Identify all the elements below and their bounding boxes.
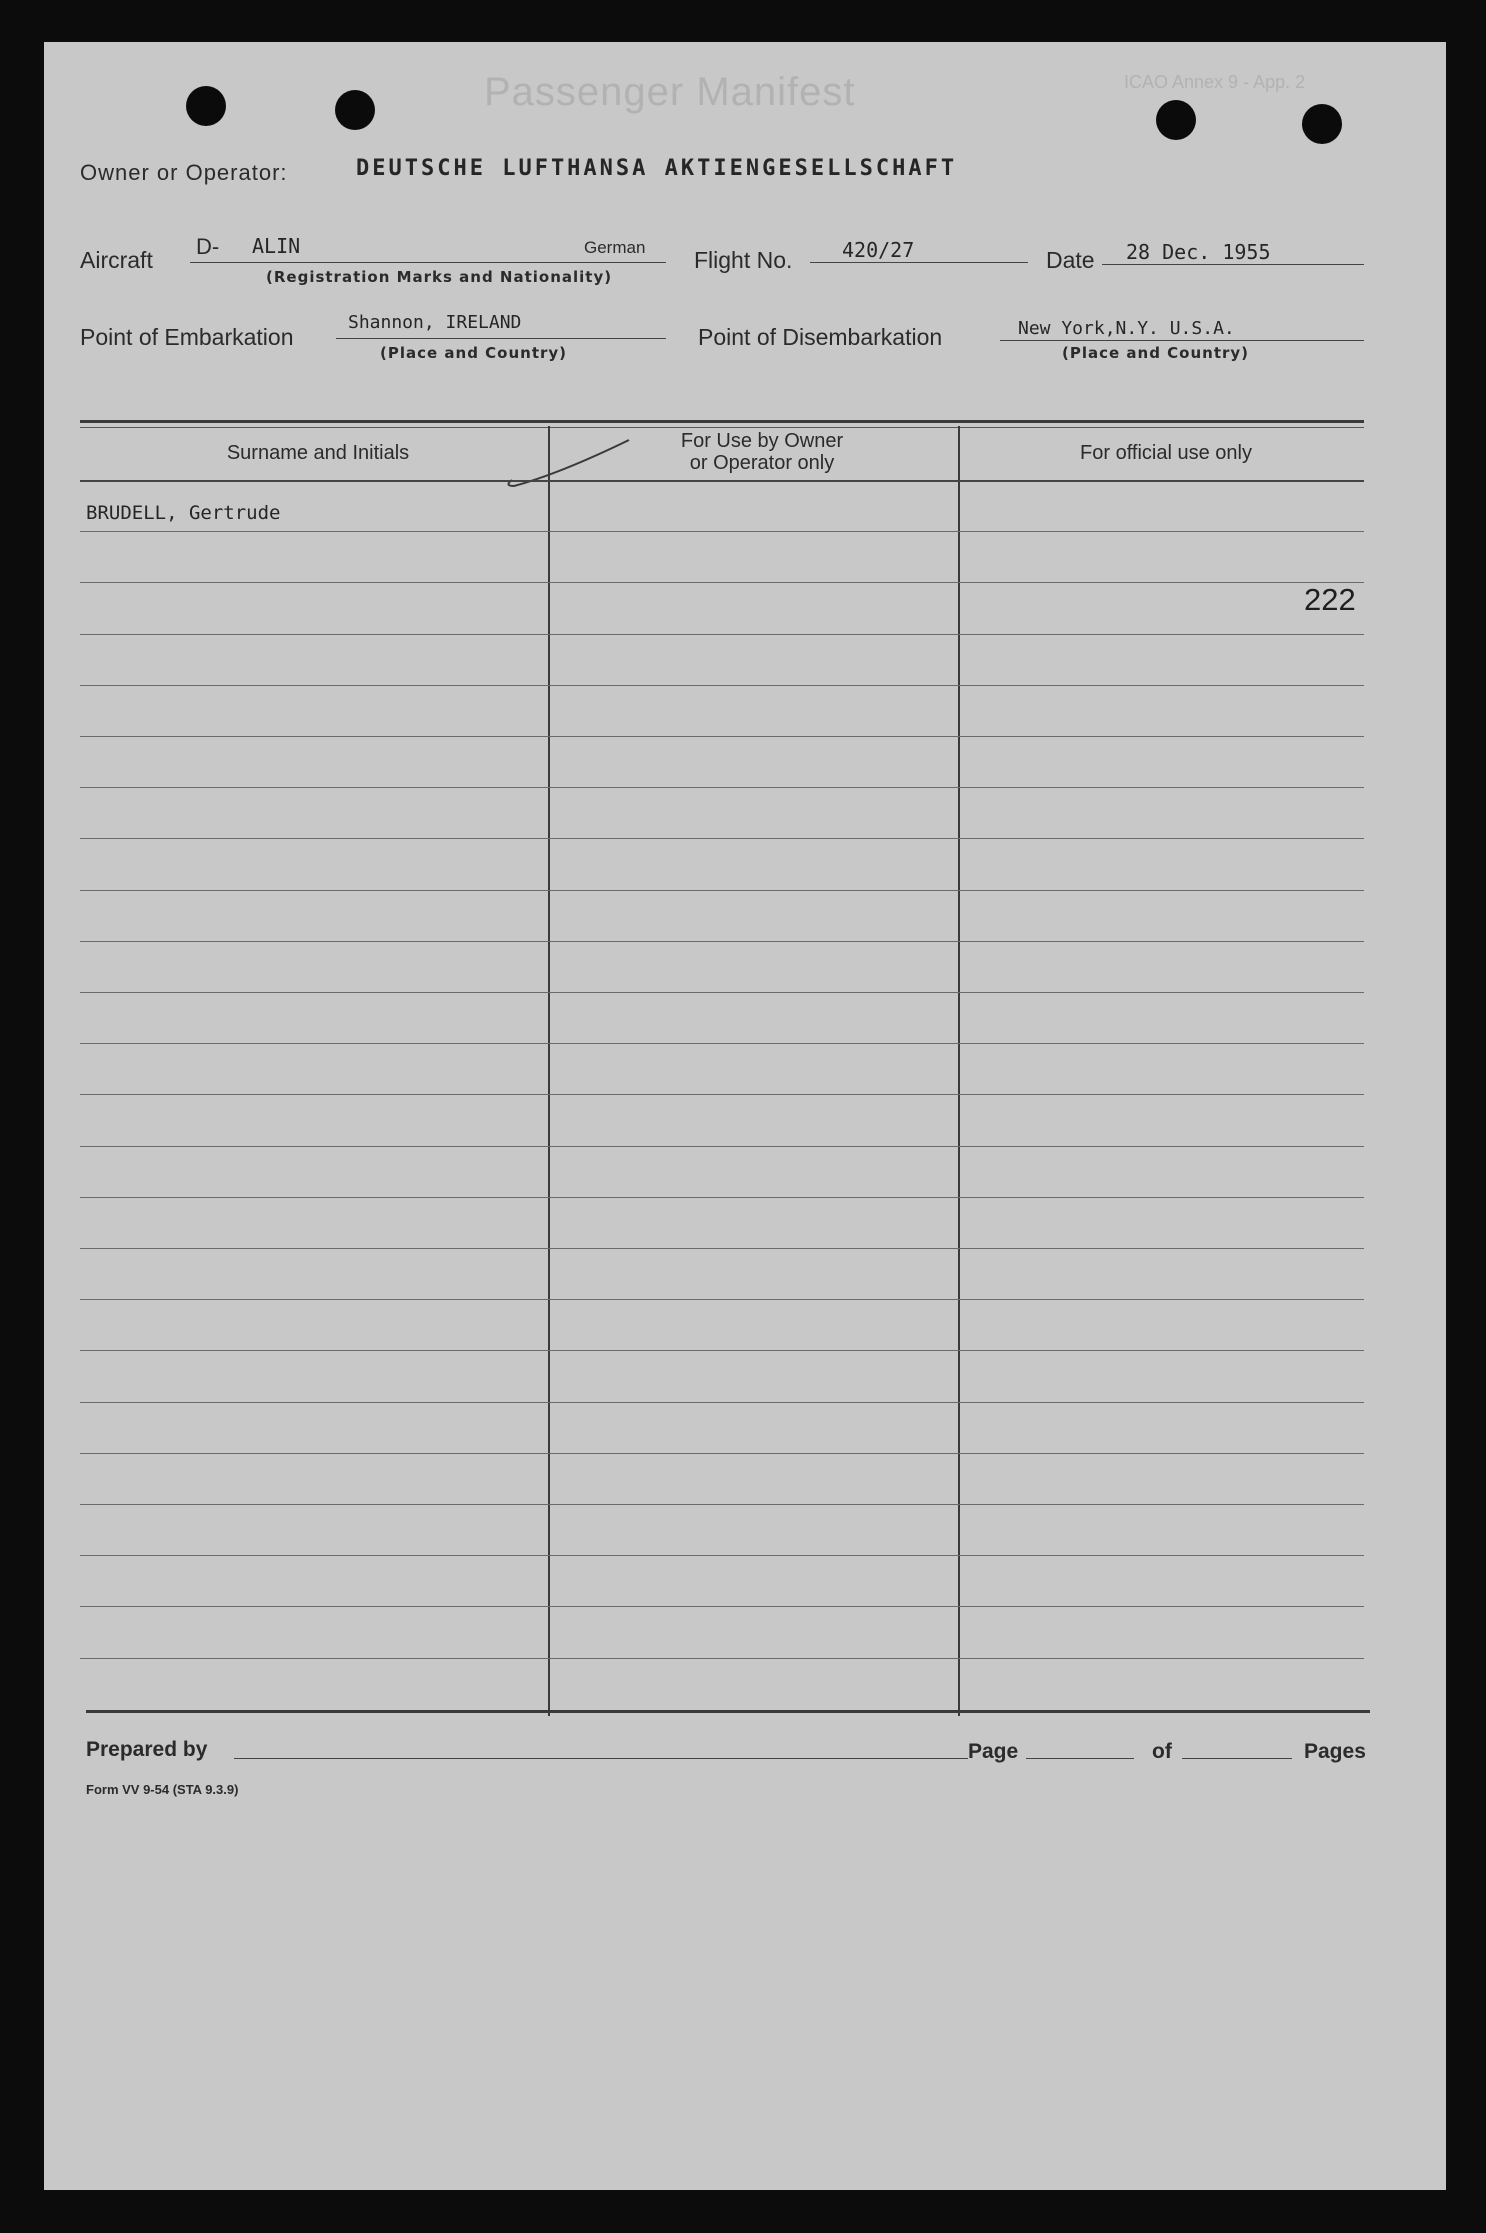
date-label: Date <box>1046 247 1095 273</box>
flight-no-label: Flight No. <box>694 247 793 273</box>
punch-hole-left-2 <box>335 90 375 130</box>
row-rule <box>80 787 1364 788</box>
row-rule <box>80 1248 1364 1249</box>
owner-value: DEUTSCHE LUFTHANSA AKTIENGESELLSCHAFT <box>356 156 958 181</box>
disembarkation-value: New York,N.Y. U.S.A. <box>1018 318 1235 339</box>
column-divider-2 <box>958 426 960 1716</box>
registration-caption: (Registration Marks and Nationality) <box>266 268 613 286</box>
page-underline <box>1026 1758 1134 1759</box>
row-rule <box>80 1658 1364 1659</box>
pages-label: Pages <box>1304 1740 1366 1763</box>
table-top-rule <box>80 420 1364 423</box>
punch-hole-right-2 <box>1302 104 1342 144</box>
column-divider-1 <box>548 426 550 1716</box>
aircraft-label: Aircraft <box>80 247 153 273</box>
row-rule <box>80 1504 1364 1505</box>
row-rule <box>80 1350 1364 1351</box>
flight-no-underline <box>810 262 1028 263</box>
row-rule <box>80 736 1364 737</box>
row-rule <box>80 992 1364 993</box>
row-rule <box>80 1197 1364 1198</box>
disembarkation-caption: (Place and Country) <box>1062 344 1250 362</box>
column-header-owner-line2: or Operator only <box>689 452 835 474</box>
embarkation-label: Point of Embarkation <box>80 324 294 350</box>
punch-hole-right-1 <box>1156 100 1196 140</box>
form-number: Form VV 9-54 (STA 9.3.9) <box>86 1782 239 1797</box>
row-rule <box>80 685 1364 686</box>
row-rule <box>80 1555 1364 1556</box>
row-rule <box>80 582 1364 583</box>
of-label: of <box>1152 1740 1172 1763</box>
embarkation-caption: (Place and Country) <box>380 344 568 362</box>
row-rule <box>80 1453 1364 1454</box>
row-rule <box>80 838 1364 839</box>
row-annotation-number: 222 <box>1304 582 1356 617</box>
row-rule <box>80 1094 1364 1095</box>
column-header-official: For official use only <box>1080 442 1252 464</box>
passenger-surname: BRUDELL, Gertrude <box>86 502 281 524</box>
disembarkation-underline <box>1000 340 1364 341</box>
disembarkation-label: Point of Disembarkation <box>698 324 943 350</box>
aircraft-underline <box>190 262 666 263</box>
aircraft-registration: ALIN <box>252 234 301 258</box>
date-value: 28 Dec. 1955 <box>1126 240 1271 264</box>
row-rule <box>80 1606 1364 1607</box>
row-rule <box>80 890 1364 891</box>
of-underline <box>1182 1758 1292 1759</box>
table-bottom-rule <box>86 1710 1370 1713</box>
row-rule <box>80 1402 1364 1403</box>
aircraft-nationality: German <box>584 238 646 257</box>
punch-hole-left-1 <box>186 86 226 126</box>
row-rule <box>80 1043 1364 1044</box>
column-header-surname: Surname and Initials <box>226 442 410 464</box>
table-top-rule-2 <box>80 427 1364 428</box>
row-rule <box>80 531 1364 532</box>
aircraft-prefix: D- <box>196 234 220 259</box>
row-rule <box>80 480 1364 482</box>
row-rule <box>80 941 1364 942</box>
date-underline <box>1102 264 1364 265</box>
column-header-owner-line1: For Use by Owner <box>680 430 844 452</box>
row-rule <box>80 1146 1364 1147</box>
form-reference: ICAO Annex 9 - App. 2 <box>1124 72 1306 92</box>
flight-no-value: 420/27 <box>842 238 915 262</box>
row-rule <box>80 1299 1364 1300</box>
embarkation-value: Shannon, IRELAND <box>348 312 522 333</box>
row-rule <box>80 634 1364 635</box>
prepared-by-underline <box>234 1758 968 1759</box>
embarkation-underline <box>336 338 666 339</box>
page-title: Passenger Manifest <box>484 70 856 114</box>
owner-label: Owner or Operator: <box>80 160 288 185</box>
manifest-page <box>44 42 1446 2190</box>
prepared-by-label: Prepared by <box>86 1738 208 1761</box>
page-label: Page <box>968 1740 1019 1763</box>
